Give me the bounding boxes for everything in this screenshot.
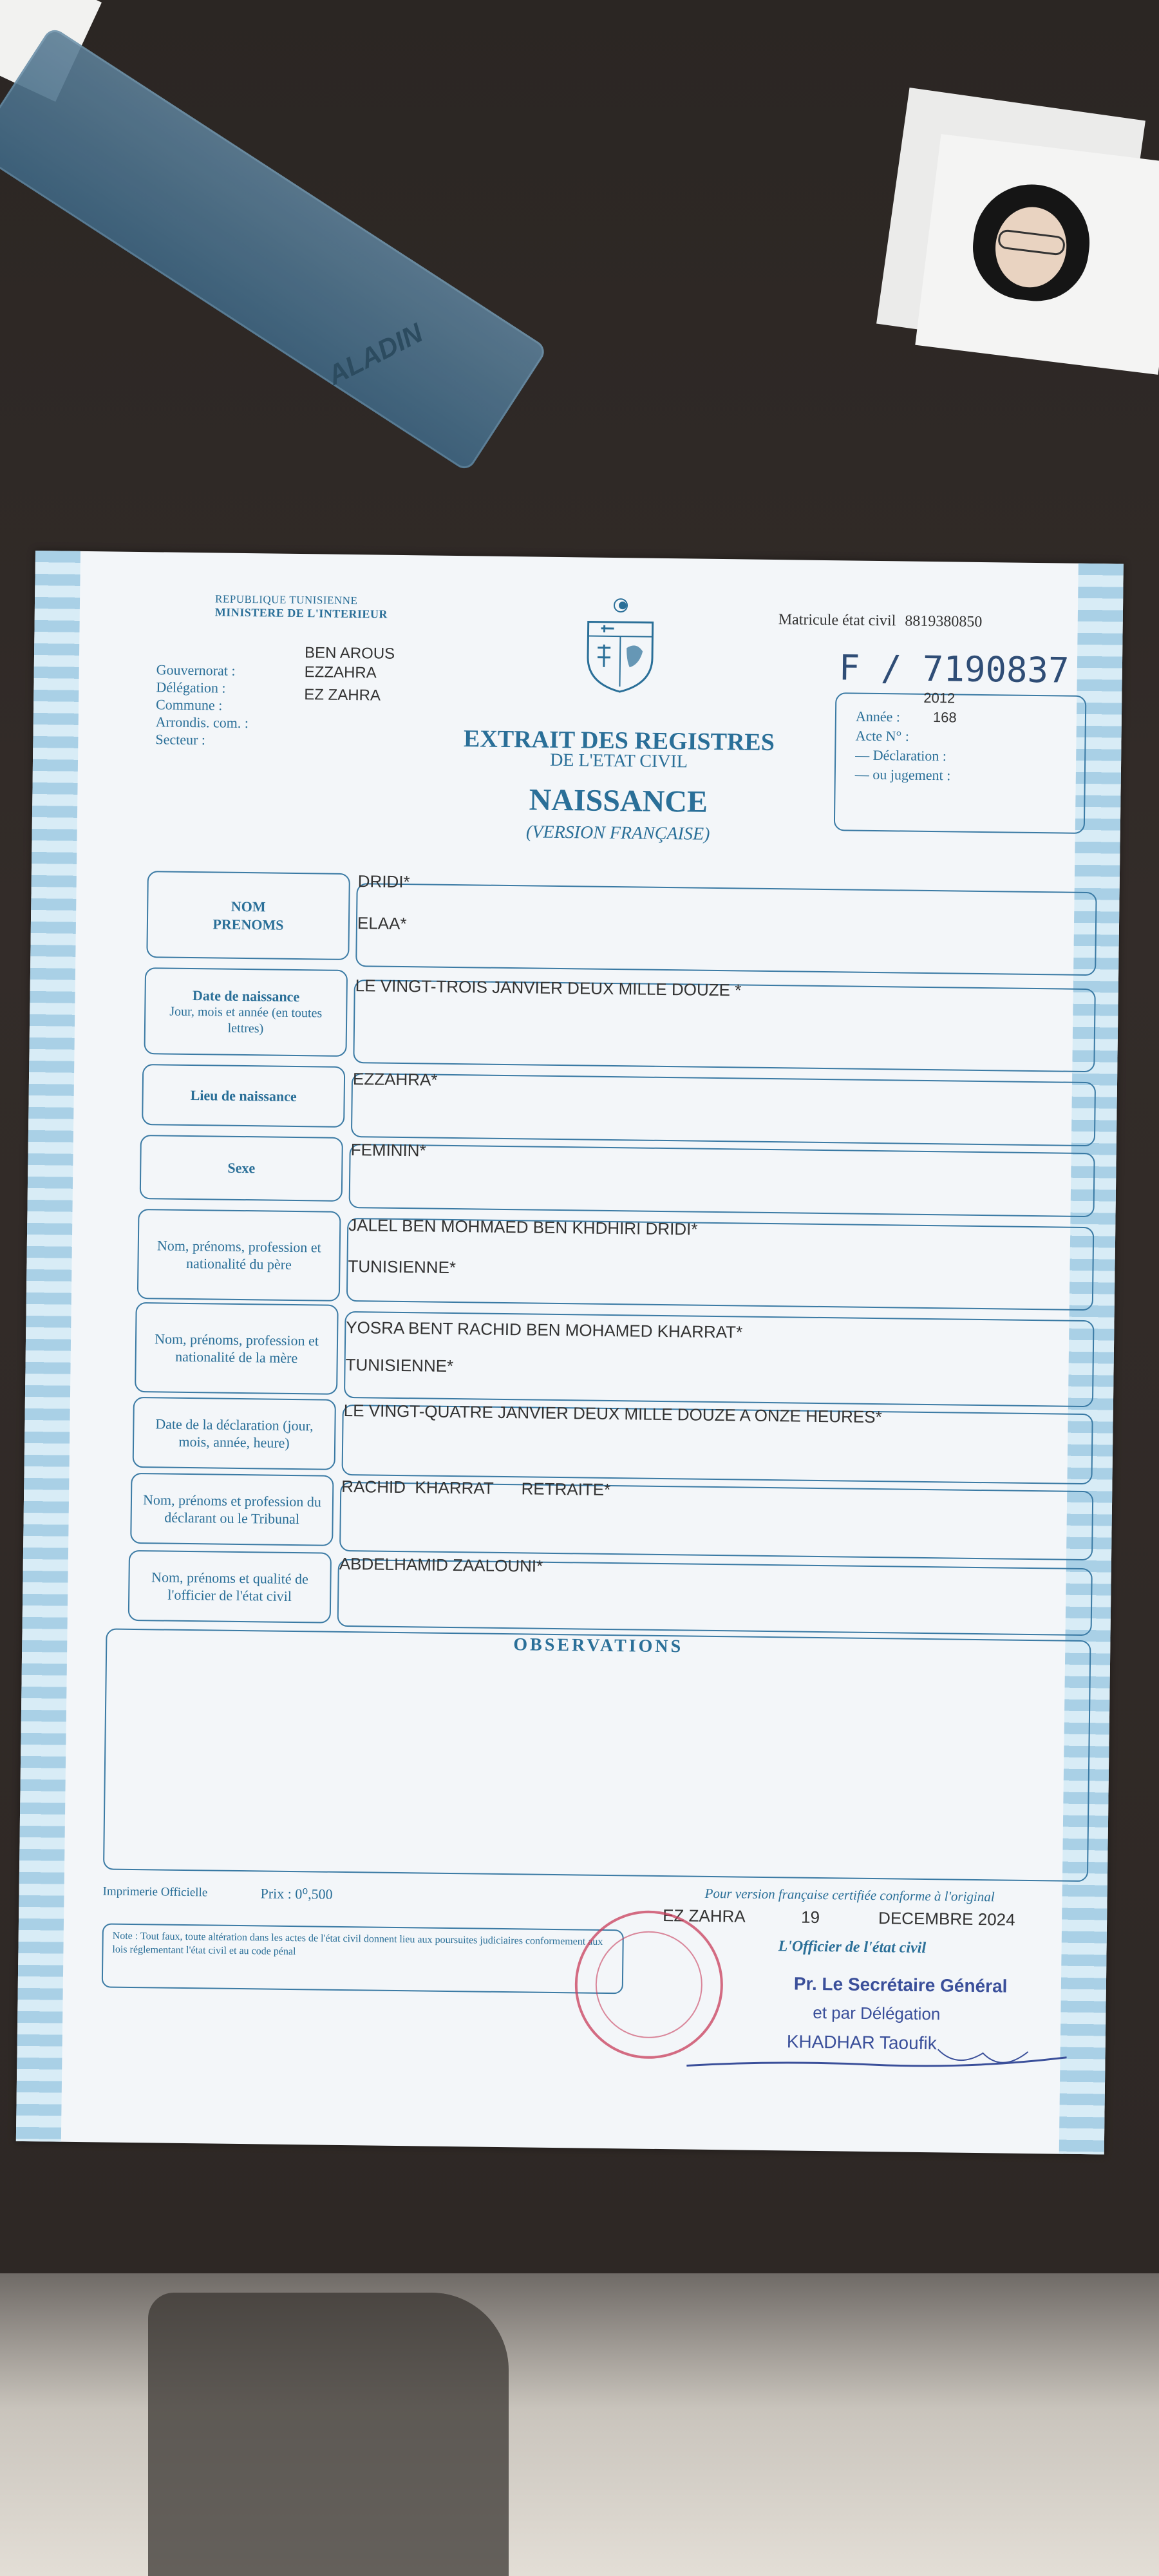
- ruler-brand: ALADIN: [323, 317, 428, 391]
- certified-label: Pour version française certifiée conforme à l'original: [704, 1885, 995, 1905]
- father-nationality: TUNISIENNE*: [348, 1256, 457, 1278]
- issue-place: EZ ZAHRA: [663, 1906, 746, 1926]
- annee-label: Année :: [855, 708, 901, 725]
- republic-label: REPUBLIQUE TUNISIENNE: [214, 592, 358, 607]
- acte-value: 168: [932, 709, 957, 726]
- father-value: JALEL BEN MOHMAED BEN KHDHIRI DRIDI*: [348, 1215, 698, 1239]
- matricule-label: Matricule état civil: [778, 611, 896, 630]
- nom-value: DRIDI*: [357, 871, 410, 892]
- birthplace-value: EZZAHRA*: [352, 1069, 438, 1090]
- signature-line-2: et par Délégation: [813, 2002, 941, 2024]
- declarant-value: RACHID KHARRAT RETRAITE*: [341, 1476, 611, 1500]
- declarant-label: Nom, prénoms et profession du déclarant ou le Tribunal: [130, 1473, 334, 1546]
- delegation-value: EZZAHRA: [304, 663, 377, 682]
- nom-prenoms-label: [146, 871, 350, 960]
- delegation-label: Délégation :: [156, 679, 226, 696]
- father-field: [346, 1215, 1095, 1311]
- serial-number: F / 7190837: [838, 647, 1069, 691]
- title-etat-civil: DE L'ETAT CIVIL: [549, 750, 688, 772]
- title-extrait: EXTRAIT DES REGISTRES: [463, 725, 775, 757]
- mother-value: YOSRA BENT RACHID BEN MOHAMED KHARRAT*: [346, 1317, 743, 1342]
- sex-field: [349, 1140, 1095, 1217]
- birth-certificate: [16, 551, 1124, 2154]
- birthdate-value: LE VINGT-TROIS JANVIER DEUX MILLE DOUZE *: [355, 976, 742, 1000]
- birthplace-field: [351, 1069, 1096, 1146]
- coat-of-arms-emblem: [581, 596, 659, 693]
- person-leg-shadow: [148, 2293, 509, 2576]
- declaration-date-field: [341, 1400, 1093, 1484]
- title-naissance: NAISSANCE: [529, 782, 708, 819]
- gouvernorat-label: Gouvernorat :: [156, 661, 236, 679]
- commune-label: Commune :: [155, 696, 223, 714]
- commune-value: EZ ZAHRA: [304, 686, 381, 705]
- prenoms-value: ELAA*: [357, 913, 407, 934]
- record-box: [834, 689, 1087, 834]
- matricule: [778, 611, 983, 631]
- declaration-date-value: LE VINGT-QUATRE JANVIER DEUX MILLE DOUZE A ONZE HEURES*: [343, 1400, 882, 1427]
- arrondis-label: Arrondis. com. :: [155, 714, 249, 732]
- birthdate-field: [353, 976, 1096, 1072]
- legal-note: Note : Tout faux, toute altération dans les actes de l'état civil donnent lieu aux poursuites judiciaires conformement aux lois réglementant l'état civil et au code pénal: [102, 1923, 624, 1994]
- signature-line-3: KHADHAR Taoufik: [786, 2031, 937, 2054]
- birthdate-label-box: [144, 967, 348, 1057]
- mother-field: [344, 1311, 1095, 1407]
- officer-field: [337, 1553, 1093, 1636]
- declarant-field: [339, 1476, 1093, 1560]
- nom-prenoms-field: [355, 871, 1097, 976]
- handwritten-signature: [680, 2040, 1080, 2083]
- ministry-label: MINISTERE DE L'INTERIEUR: [214, 605, 388, 621]
- declaration-label: — Déclaration :: [855, 746, 947, 764]
- birthdate-sublabel: Jour, mois et année (en toutes lettres): [169, 1004, 323, 1036]
- father-label: Nom, prénoms, profession et nationalité du père: [137, 1209, 341, 1302]
- id-photo: [915, 134, 1159, 375]
- acte-label: Acte N° :: [855, 727, 910, 744]
- mother-label: Nom, prénoms, profession et nationalité de la mère: [135, 1302, 339, 1395]
- birthdate-label: Date de naissance: [192, 987, 300, 1005]
- nom-label: NOM: [231, 898, 266, 915]
- title-version: (VERSION FRANÇAISE): [525, 822, 710, 844]
- officer-title: L'Officier de l'état civil: [778, 1938, 927, 1957]
- gouvernorat-value: BEN AROUS: [304, 644, 395, 663]
- issue-day: 19: [800, 1907, 820, 1927]
- declaration-date-label: Date de la déclaration (jour, mois, année, heure): [133, 1397, 336, 1470]
- prenoms-label: PRENOMS: [212, 915, 284, 933]
- jugement-label: — ou jugement :: [854, 766, 951, 784]
- mother-nationality: TUNISIENNE*: [345, 1354, 454, 1376]
- secteur-label: Secteur :: [155, 731, 206, 748]
- observations-box: [103, 1628, 1091, 1882]
- annee-value: 2012: [923, 689, 956, 706]
- officer-value: ABDELHAMID ZAALOUNI*: [339, 1553, 543, 1576]
- sex-label: Sexe: [140, 1135, 343, 1202]
- issue-month-year: DECEMBRE 2024: [878, 1908, 1015, 1929]
- observations-title: OBSERVATIONS: [513, 1634, 684, 1657]
- printer-label: Imprimerie Officielle: [102, 1884, 208, 1900]
- price-label: Prix : 0⁰,500: [260, 1885, 333, 1902]
- signature-line-1: Pr. Le Secrétaire Général: [793, 1973, 1008, 1996]
- matricule-value: 8819380850: [905, 612, 983, 630]
- official-stamp: [574, 1909, 724, 2060]
- birthplace-label: Lieu de naissance: [142, 1064, 345, 1128]
- sex-value: FEMININ*: [350, 1140, 426, 1160]
- officer-label: Nom, prénoms et qualité de l'officier de l'état civil: [128, 1550, 332, 1624]
